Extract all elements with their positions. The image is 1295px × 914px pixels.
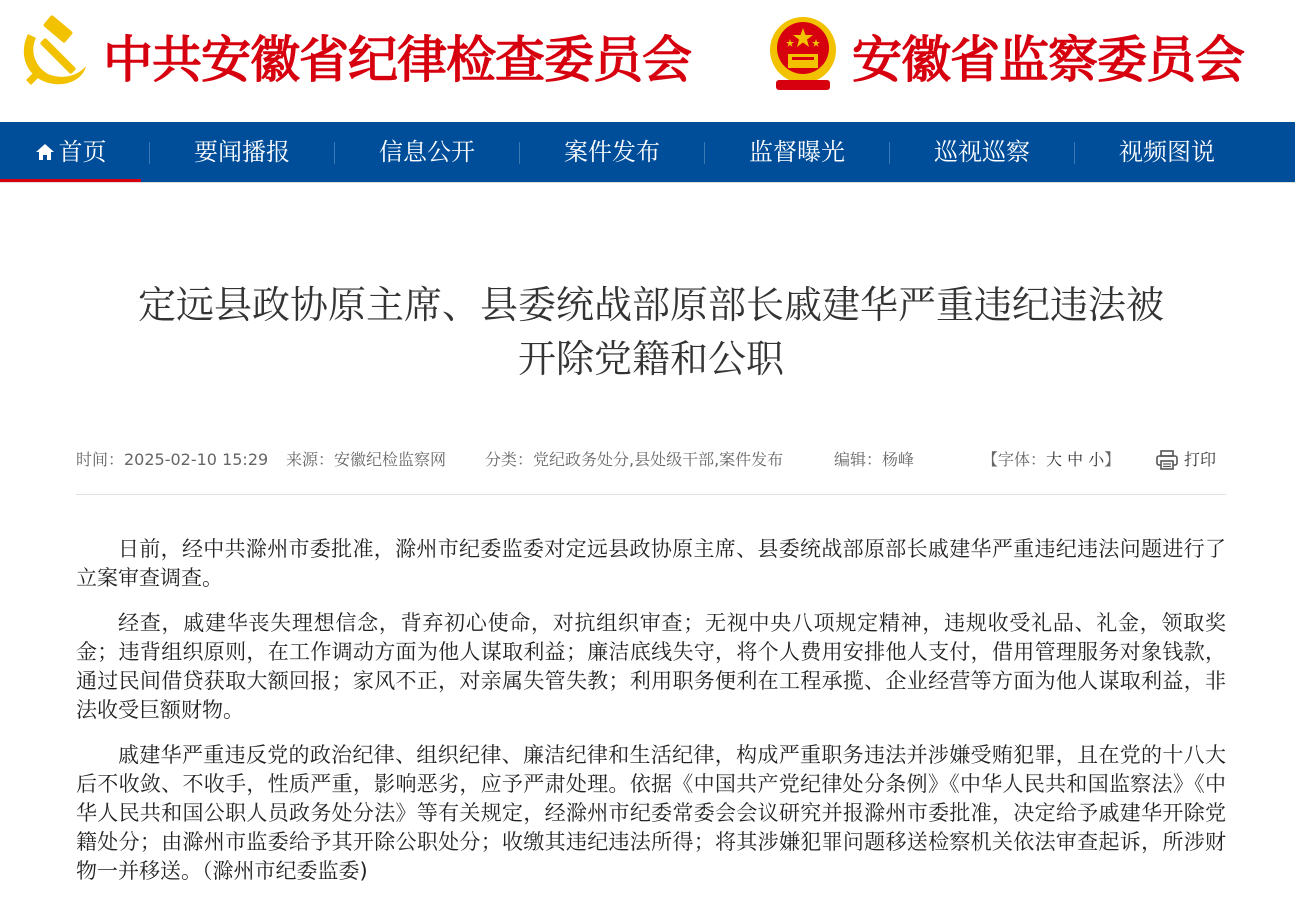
- font-size-suffix: 】: [1104, 450, 1121, 469]
- main-nav: [0, 122, 1295, 182]
- article-paragraph: 戚建华严重违反党的政治纪律、组织纪律、廉洁纪律和生活纪律，构成严重职务违法并涉嫌受贿犯罪，且在党的十八大后不收敛、不收手，性质严重，影响恶劣，应予严肃处理。依据《中国共产党纪律处分条例》《中华人民共和国监察法》《中华人民共和国公职人员政务处分法》等有关规定，经滁州市纪委常委会会议研究并报滁州市委批准，决定给予戚建华开除党籍处分；由滁州市监委给予其开除公职处分；收缴其违纪违法所得；将其涉嫌犯罪问题移送检察机关依法审查起诉，所涉财物一并移送。（滁州市纪委监委): [76, 743, 1226, 883]
- nav-item-supervision[interactable]: 监督曝光: [749, 138, 845, 166]
- article-meta: [76, 447, 1226, 473]
- site-header: [0, 0, 1295, 122]
- nav-item-news[interactable]: 要闻播报: [194, 138, 290, 166]
- meta-divider: [76, 494, 1226, 495]
- site-title-right[interactable]: 安徽省监察委员会: [852, 30, 1244, 89]
- nav-item-info[interactable]: 信息公开: [379, 138, 475, 166]
- print-button[interactable]: [1156, 447, 1216, 473]
- party-emblem-icon[interactable]: [14, 14, 90, 90]
- article-title-line2: 开除党籍和公职: [517, 337, 784, 381]
- article-title: [76, 278, 1226, 386]
- printer-icon: [1156, 450, 1178, 470]
- nav-item-label: 首页: [58, 138, 107, 166]
- font-size-prefix: 【字体：: [982, 450, 1047, 469]
- meta-category: 分类：党纪政务处分,县处级干部,案件发布: [485, 450, 784, 469]
- font-size-small-link[interactable]: 小: [1088, 450, 1105, 469]
- print-label: 打印: [1184, 450, 1217, 469]
- font-size-large-link[interactable]: 大: [1046, 450, 1063, 469]
- article-title-line1: 定远县政协原主席、县委统战部原部长戚建华严重违纪违法被: [137, 283, 1164, 327]
- nav-item-cases[interactable]: 案件发布: [564, 138, 660, 166]
- meta-time: 时间：2025-02-10 15:29: [76, 450, 269, 469]
- nav-item-inspection[interactable]: 巡视巡察: [934, 138, 1030, 166]
- article-paragraph: 日前，经中共滁州市委批准，滁州市纪委监委对定远县政协原主席、县委统战部原部长戚建华严重违纪违法问题进行了立案审查调查。: [76, 537, 1226, 590]
- nav-item-home[interactable]: [0, 122, 141, 182]
- meta-editor: 编辑：杨峰: [834, 450, 915, 469]
- national-emblem-icon[interactable]: [768, 12, 838, 94]
- meta-source: 来源：安徽纪检监察网: [286, 450, 447, 469]
- home-icon: [35, 142, 55, 162]
- nav-item-video[interactable]: 视频图说: [1119, 138, 1215, 166]
- site-title-left[interactable]: 中共安徽省纪律检查委员会: [103, 30, 691, 89]
- article-body: [76, 535, 1226, 902]
- font-size-control: [982, 447, 1120, 473]
- nav-bottom-border: [0, 182, 1295, 183]
- article-paragraph: 经查，戚建华丧失理想信念，背弃初心使命，对抗组织审查；无视中央八项规定精神，违规收受礼品、礼金，领取奖金；违背组织原则，在工作调动方面为他人谋取利益；廉洁底线失守，将个人费用安排他人支付，借用管理服务对象钱款，通过民间借贷获取大额回报；家风不正，对亲属失管失教；利用职务便利在工程承揽、企业经营等方面为他人谋取利益，非法收受巨额财物。: [76, 611, 1226, 722]
- font-size-medium-link[interactable]: 中: [1067, 450, 1084, 469]
